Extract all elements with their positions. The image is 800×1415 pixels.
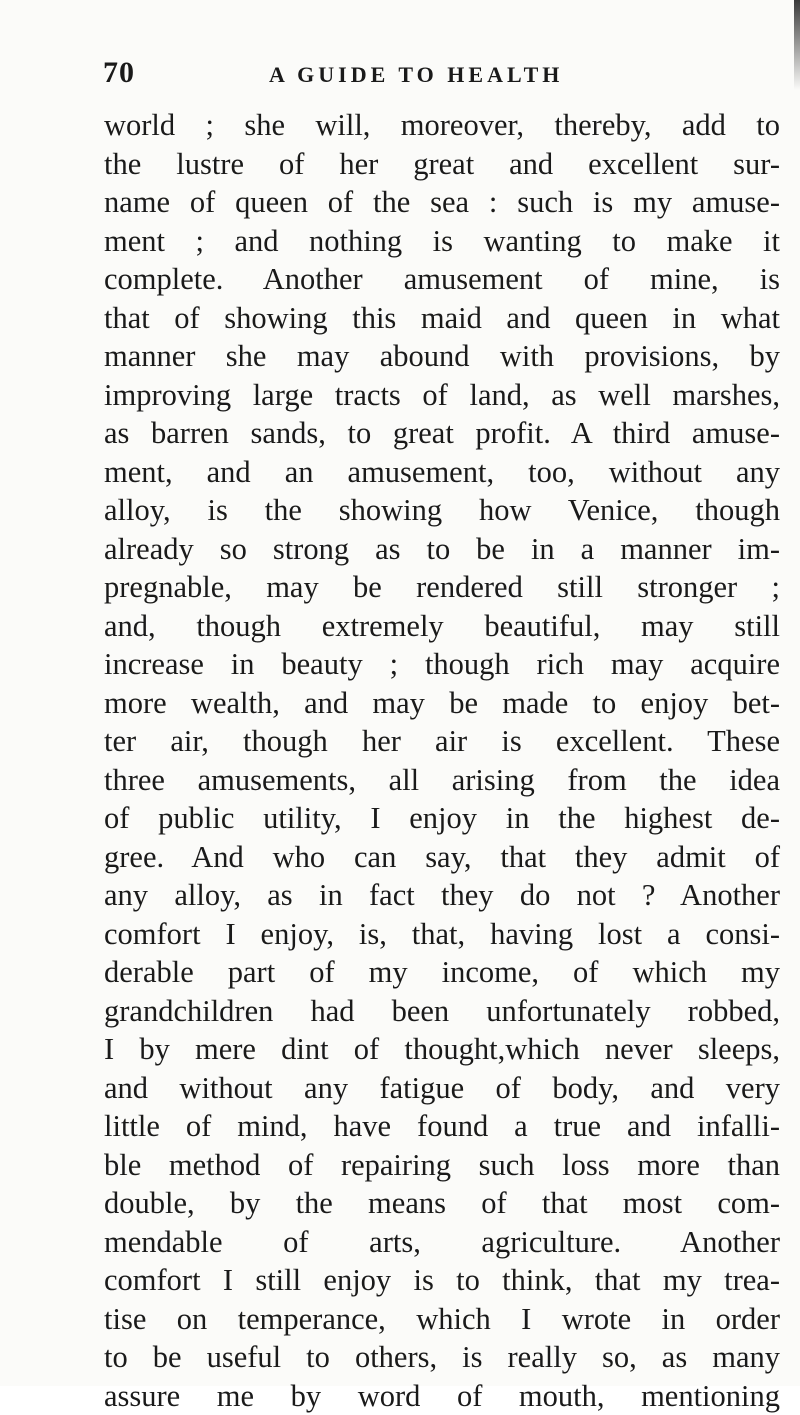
text-line: world ; she will, moreover, thereby, add to	[104, 106, 780, 145]
text-line: name of queen of the sea : such is my amuse-	[104, 183, 780, 222]
text-line: little of mind, have found a true and infalli-	[104, 1107, 780, 1146]
text-line: three amusements, all arising from the idea	[104, 761, 780, 800]
text-line: mendable of arts, agriculture. Another	[104, 1223, 780, 1262]
text-line: and, though extremely beautiful, may still	[104, 607, 780, 646]
text-line: increase in beauty ; though rich may acquire	[104, 645, 780, 684]
text-line: already so strong as to be in a manner im-	[104, 530, 780, 569]
text-line: ble method of repairing such loss more than	[104, 1146, 780, 1185]
text-line: assure me by word of mouth, mentioning	[104, 1377, 780, 1415]
text-line: improving large tracts of land, as well marshes,	[104, 376, 780, 415]
text-line: comfort I still enjoy is to think, that my trea-	[104, 1261, 780, 1300]
text-line: and without any fatigue of body, and very	[104, 1069, 780, 1108]
page-edge-shadow	[794, 0, 800, 90]
text-line: the lustre of her great and excellent sur-	[104, 145, 780, 184]
text-line: ment, and an amusement, too, without any	[104, 453, 780, 492]
text-line: as barren sands, to great profit. A third amuse-	[104, 414, 780, 453]
text-line: ter air, though her air is excellent. These	[104, 722, 780, 761]
text-line: any alloy, as in fact they do not ? Another	[104, 876, 780, 915]
running-title: A GUIDE TO HEALTH	[269, 62, 563, 88]
text-line: manner she may abound with provisions, by	[104, 337, 780, 376]
text-line: I by mere dint of thought,which never sleeps,	[104, 1030, 780, 1069]
text-line: that of showing this maid and queen in what	[104, 299, 780, 338]
text-line: alloy, is the showing how Venice, though	[104, 491, 780, 530]
text-line: ment ; and nothing is wanting to make it	[104, 222, 780, 261]
body-text	[104, 106, 780, 1415]
page-number: 70	[103, 56, 135, 90]
text-line: more wealth, and may be made to enjoy bet-	[104, 684, 780, 723]
text-line: double, by the means of that most com-	[104, 1184, 780, 1223]
text-line: pregnable, may be rendered still stronger ;	[104, 568, 780, 607]
text-line: complete. Another amusement of mine, is	[104, 260, 780, 299]
text-line: tise on temperance, which I wrote in order	[104, 1300, 780, 1339]
text-line: comfort I enjoy, is, that, having lost a consi-	[104, 915, 780, 954]
text-line: to be useful to others, is really so, as many	[104, 1338, 780, 1377]
text-line: grandchildren had been unfortunately robbed,	[104, 992, 780, 1031]
text-line: derable part of my income, of which my	[104, 953, 780, 992]
text-line: gree. And who can say, that they admit of	[104, 838, 780, 877]
text-line: of public utility, I enjoy in the highest de-	[104, 799, 780, 838]
running-head	[103, 56, 783, 96]
